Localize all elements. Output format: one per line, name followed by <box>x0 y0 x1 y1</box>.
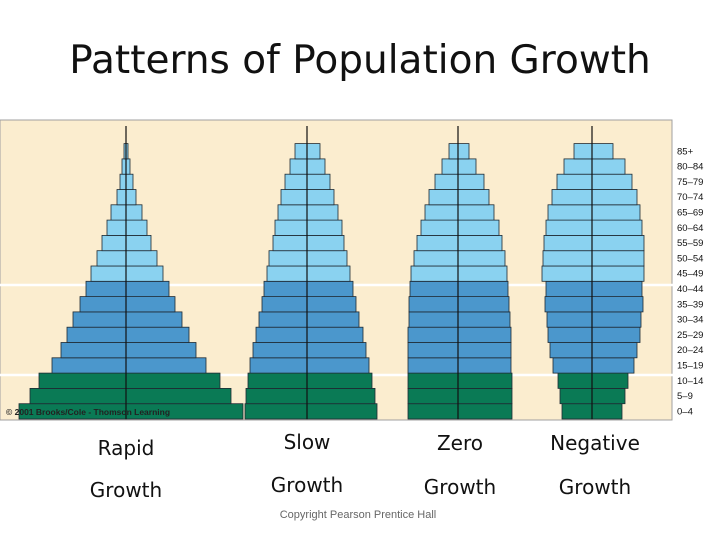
age-group-label: 85+ <box>677 146 694 158</box>
pyramid-1-bar-left-3 <box>52 358 126 373</box>
pyramid-3-bar-right-12 <box>458 220 499 235</box>
age-group-label: 80–84 <box>677 161 704 173</box>
pyramid-3-bar-left-5 <box>408 327 458 342</box>
pyramid-3-bar-left-3 <box>408 358 458 373</box>
pyramid-3-bar-left-7 <box>409 297 458 312</box>
pyramid-2-bar-right-3 <box>307 358 369 373</box>
pyramid-2-bar-left-7 <box>262 297 307 312</box>
pyramid-4-bar-left-4 <box>550 343 592 358</box>
pyramid-3-bar-left-17 <box>449 144 458 159</box>
pyramid-1-bar-left-11 <box>102 235 126 250</box>
pyramid-2-bar-right-1 <box>307 388 375 403</box>
pyramid-2-bar-right-9 <box>307 266 350 281</box>
pyramid-2-bar-right-13 <box>307 205 338 220</box>
age-group-label: 60–64 <box>677 222 704 234</box>
pyramid-3-bar-left-9 <box>411 266 458 281</box>
pyramid-2-bar-left-3 <box>250 358 307 373</box>
pyramid-3-label-line2: Growth <box>423 475 497 499</box>
pyramid-4-bar-left-17 <box>574 144 592 159</box>
pyramid-2-bar-left-1 <box>246 388 307 403</box>
pyramid-4-bar-left-15 <box>557 174 592 189</box>
pyramid-4-label-line1: Negative <box>550 431 640 455</box>
pyramid-2-bar-left-14 <box>281 190 307 205</box>
pyramid-3-bar-right-14 <box>458 190 489 205</box>
pyramid-1-bar-right-14 <box>126 190 136 205</box>
pyramid-2-label-line1: Slow <box>283 430 331 454</box>
pyramid-3-bar-left-2 <box>408 373 458 388</box>
age-group-label: 40–44 <box>677 283 704 295</box>
age-group-label: 20–24 <box>677 345 704 357</box>
pyramid-4-bar-right-6 <box>592 312 641 327</box>
pyramid-3-bar-left-12 <box>421 220 458 235</box>
pyramid-2-bar-left-5 <box>256 327 307 342</box>
age-group-label: 30–34 <box>677 314 704 326</box>
pyramid-1-bar-right-13 <box>126 205 142 220</box>
pyramid-3-bar-right-4 <box>458 343 511 358</box>
pyramid-3-bar-left-14 <box>429 190 458 205</box>
pyramid-3-bar-right-11 <box>458 235 502 250</box>
pyramid-4-bar-left-1 <box>560 388 592 403</box>
pyramid-2-bar-right-14 <box>307 190 334 205</box>
pyramid-4-bar-right-17 <box>592 144 613 159</box>
pyramid-4-bar-right-9 <box>592 266 644 281</box>
pyramid-4-bar-right-0 <box>592 404 622 419</box>
age-group-label: 75–79 <box>677 176 704 188</box>
pyramid-4-bar-right-1 <box>592 388 625 403</box>
pyramid-1-bar-right-3 <box>126 358 206 373</box>
pyramid-2-bar-left-17 <box>295 144 307 159</box>
age-group-label: 65–69 <box>677 207 704 219</box>
pyramid-3-bar-left-0 <box>408 404 458 419</box>
pyramid-3-label-line1: Zero <box>436 431 484 455</box>
pyramid-2-bar-right-5 <box>307 327 363 342</box>
pyramid-4-bar-left-9 <box>542 266 592 281</box>
pyramid-2-bar-left-13 <box>278 205 307 220</box>
pyramid-4-bar-right-8 <box>592 281 642 296</box>
pyramid-1-bar-left-10 <box>97 251 126 266</box>
pyramid-3-bar-right-15 <box>458 174 484 189</box>
pyramid-2-bar-left-0 <box>245 404 307 419</box>
pyramid-3-bar-left-8 <box>410 281 458 296</box>
pyramid-1-bar-left-4 <box>61 343 126 358</box>
pyramid-4-bar-left-6 <box>547 312 592 327</box>
pyramid-4-bar-right-11 <box>592 235 644 250</box>
pyramid-1-bar-left-12 <box>107 220 126 235</box>
pyramid-4-bar-right-16 <box>592 159 625 174</box>
pyramid-1-bar-right-12 <box>126 220 147 235</box>
age-group-label: 25–29 <box>677 329 704 341</box>
slide-copyright: Copyright Pearson Prentice Hall <box>279 509 437 521</box>
pyramid-4-bar-left-8 <box>546 281 592 296</box>
pyramid-2-bar-left-11 <box>273 235 307 250</box>
pyramid-3-bar-right-16 <box>458 159 476 174</box>
pyramid-3-bar-right-10 <box>458 251 505 266</box>
pyramid-1-bar-left-15 <box>120 174 126 189</box>
pyramid-2-bar-right-0 <box>307 404 377 419</box>
pyramid-2-bar-left-6 <box>259 312 307 327</box>
pyramid-3-bar-left-1 <box>408 388 458 403</box>
pyramid-2-bar-right-4 <box>307 343 366 358</box>
pyramid-3-bar-left-15 <box>435 174 458 189</box>
pyramid-4-bar-right-10 <box>592 251 644 266</box>
pyramid-3-bar-right-6 <box>458 312 510 327</box>
pyramid-3-bar-right-5 <box>458 327 511 342</box>
pyramid-1-bar-left-5 <box>67 327 126 342</box>
pyramid-2-bar-right-6 <box>307 312 359 327</box>
pyramid-2-bar-right-2 <box>307 373 372 388</box>
pyramid-1-label-line2: Growth <box>89 478 163 502</box>
pyramid-2-label-line2: Growth <box>270 473 344 497</box>
pyramid-3-bar-left-10 <box>414 251 458 266</box>
age-group-label: 5–9 <box>677 391 693 403</box>
pyramid-1-bar-right-9 <box>126 266 163 281</box>
pyramid-2-bar-left-9 <box>267 266 307 281</box>
pyramid-4-bar-left-10 <box>543 251 592 266</box>
age-group-label: 70–74 <box>677 192 704 204</box>
age-group-label: 35–39 <box>677 299 704 311</box>
figure-credit: © 2001 Brooks/Cole - Thomson Learning <box>6 407 171 417</box>
pyramid-4-bar-right-15 <box>592 174 632 189</box>
pyramid-3-bar-right-1 <box>458 388 512 403</box>
pyramid-3-bar-left-6 <box>409 312 458 327</box>
pyramid-1-bar-right-7 <box>126 297 175 312</box>
pyramid-1-bar-left-14 <box>117 190 126 205</box>
pyramid-1-bar-left-9 <box>91 266 126 281</box>
pyramid-2-bar-right-16 <box>307 159 325 174</box>
pyramid-3-bar-right-2 <box>458 373 512 388</box>
pyramid-2-bar-left-4 <box>253 343 307 358</box>
pyramid-4-bar-left-7 <box>545 297 592 312</box>
pyramid-3-bar-left-4 <box>408 343 458 358</box>
pyramid-4-bar-left-13 <box>548 205 592 220</box>
pyramid-1-bar-right-5 <box>126 327 189 342</box>
pyramid-2-bar-left-2 <box>248 373 307 388</box>
pyramid-1-bar-right-2 <box>126 373 220 388</box>
pyramid-4-bar-left-5 <box>548 327 592 342</box>
pyramid-4-bar-left-11 <box>544 235 592 250</box>
pyramid-4-bar-right-13 <box>592 205 640 220</box>
pyramid-3-bar-left-11 <box>417 235 458 250</box>
pyramid-3-bar-right-0 <box>458 404 512 419</box>
pyramid-4-bar-right-7 <box>592 297 643 312</box>
pyramid-1-bar-right-11 <box>126 235 151 250</box>
pyramid-1-bar-right-10 <box>126 251 157 266</box>
pyramid-4-bar-left-3 <box>553 358 592 373</box>
pyramid-2-bar-right-8 <box>307 281 353 296</box>
pyramid-4-bar-left-0 <box>562 404 592 419</box>
pyramid-3-bar-left-13 <box>425 205 458 220</box>
pyramid-1-bar-left-13 <box>111 205 126 220</box>
slide-title: Patterns of Population Growth <box>69 38 651 83</box>
pyramid-2-bar-left-10 <box>269 251 307 266</box>
pyramid-4-bar-left-12 <box>546 220 592 235</box>
pyramid-4-bar-left-16 <box>564 159 592 174</box>
pyramid-1-bar-left-7 <box>80 297 126 312</box>
pyramid-2-bar-left-12 <box>275 220 307 235</box>
pyramid-2-bar-left-16 <box>290 159 307 174</box>
pyramid-1-label-line1: Rapid <box>97 436 155 460</box>
age-structure-pyramids-figure <box>0 118 720 424</box>
pyramid-1-bar-right-4 <box>126 343 196 358</box>
pyramid-1-bar-right-6 <box>126 312 182 327</box>
pyramid-1-bar-left-1 <box>30 388 126 403</box>
pyramid-1-bar-right-15 <box>126 174 133 189</box>
pyramid-1-bar-right-8 <box>126 281 169 296</box>
pyramid-3-bar-right-9 <box>458 266 507 281</box>
pyramid-1-bar-right-1 <box>126 388 231 403</box>
pyramid-4-bar-right-5 <box>592 327 640 342</box>
pyramid-3-bar-right-17 <box>458 144 469 159</box>
age-group-label: 0–4 <box>677 406 693 418</box>
age-group-label: 45–49 <box>677 268 704 280</box>
pyramid-4-bar-right-14 <box>592 190 637 205</box>
pyramid-4-label-line2: Growth <box>558 475 632 499</box>
age-group-label: 10–14 <box>677 375 704 387</box>
pyramid-3-bar-right-3 <box>458 358 511 373</box>
pyramid-4-bar-right-12 <box>592 220 642 235</box>
pyramid-3-bar-right-13 <box>458 205 494 220</box>
pyramid-3-bar-left-16 <box>442 159 458 174</box>
age-group-labels <box>677 146 703 417</box>
pyramid-4-bar-right-4 <box>592 343 637 358</box>
pyramid-3-bar-right-7 <box>458 297 509 312</box>
pyramid-1-bar-left-6 <box>73 312 126 327</box>
pyramid-3-bar-right-8 <box>458 281 508 296</box>
pyramid-2-bar-left-15 <box>285 174 307 189</box>
pyramid-2-bar-right-11 <box>307 235 344 250</box>
pyramid-4-bar-left-14 <box>552 190 592 205</box>
pyramid-4-bar-right-2 <box>592 373 628 388</box>
age-group-label: 15–19 <box>677 360 704 372</box>
pyramid-4-bar-right-3 <box>592 358 634 373</box>
pyramid-1-bar-left-2 <box>39 373 126 388</box>
pyramid-2-bar-right-7 <box>307 297 356 312</box>
pyramid-2-bar-right-15 <box>307 174 330 189</box>
pyramid-2-bar-right-17 <box>307 144 320 159</box>
pyramid-1-bar-left-8 <box>86 281 126 296</box>
age-group-label: 55–59 <box>677 238 704 250</box>
pyramid-2-bar-right-12 <box>307 220 342 235</box>
pyramid-2-bar-right-10 <box>307 251 347 266</box>
pyramid-2-bar-left-8 <box>264 281 307 296</box>
pyramid-4-bar-left-2 <box>558 373 592 388</box>
age-group-label: 50–54 <box>677 253 704 265</box>
